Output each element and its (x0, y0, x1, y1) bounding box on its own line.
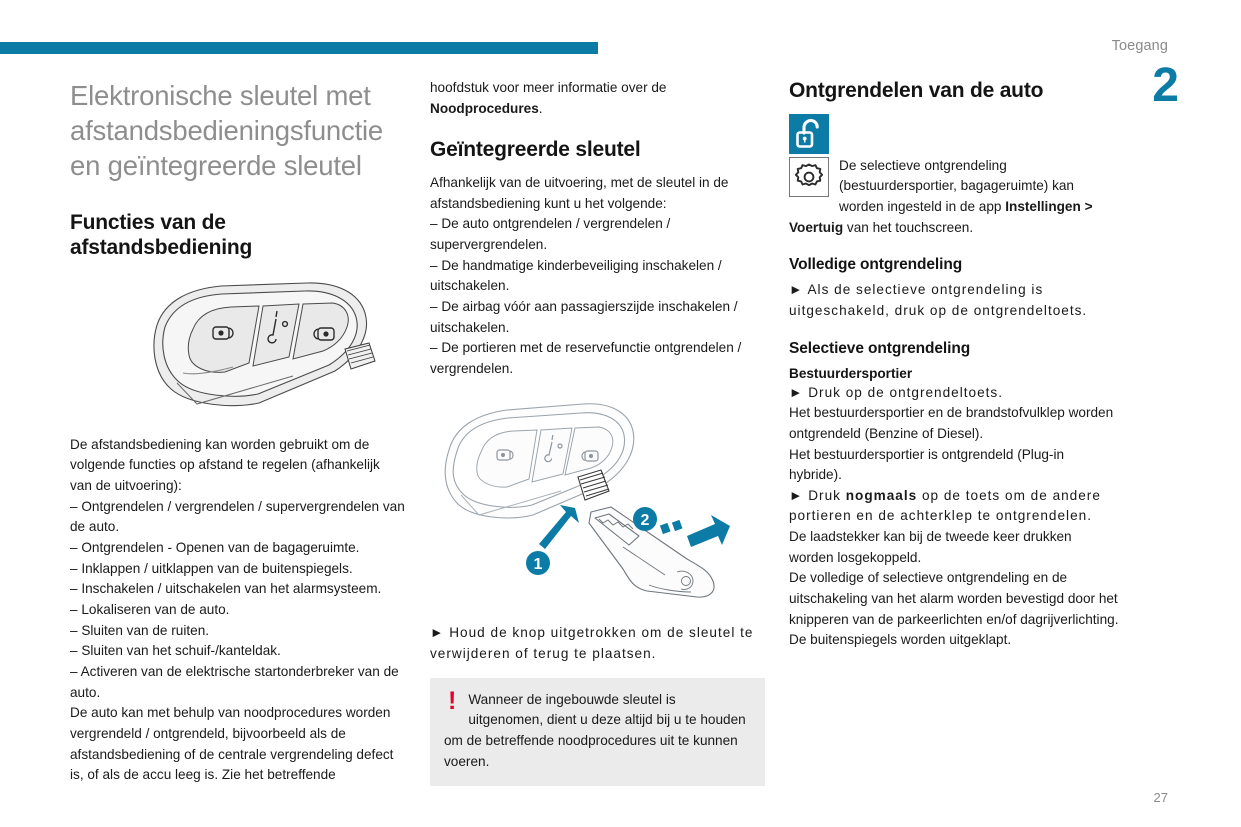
key-fob-illustration (70, 277, 405, 417)
selective-line-1: ► Druk op de ontgrendeltoets. (789, 384, 1003, 400)
svg-text:1: 1 (533, 556, 542, 574)
bullet-item: – De portieren met de reservefunctie ontgrendelen / vergrendelen. (430, 340, 742, 376)
selective-line-3: Het bestuurdersportier is ontgrendeld (Plug-in hybride). (789, 446, 1065, 483)
bullet-item: – Ontgrendelen - Openen van de bagageruimte. (70, 540, 360, 556)
continuation-period: . (538, 100, 543, 116)
full-unlock-text: ► Als de selectieve ontgrendeling is uitgeschakeld, druk op de ontgrendeltoets. (789, 282, 1088, 318)
bullet-item: – Activeren van de elektrische startonderbreker van de auto. (70, 664, 399, 700)
column-two (430, 78, 765, 786)
warning-box (430, 678, 765, 787)
subheading-selectieve-ontgrendeling: Selectieve ontgrendeling (789, 339, 971, 357)
bullet-item: – De handmatige kinderbeveiliging inschakelen / uitschakelen. (430, 257, 722, 294)
selective-line-6: De volledige of selectieve ontgrendeling en de uitschakeling van het alarm worden bevestigd door het knipperen van de parkeerlichten en/of dagrijverlichting. (789, 570, 1119, 627)
bullet-item: – De auto ontgrendelen / vergrendelen / supervergrendelen. (430, 216, 671, 252)
warning-text: Wanneer de ingebouwde sleutel is uitgenomen, dient u deze altijd bij u te houden om de betreffende noodprocedures uit te kunnen voeren. (444, 691, 746, 769)
closing-paragraph: De auto kan met behulp van noodprocedures worden vergrendeld / ontgrendeld, bijvoorbeeld als de afstandsbediening of de centrale vergrendeling defect is, of als de accu leeg is. Zie het betreffende (70, 705, 394, 783)
bullet-item: – Sluiten van de ruiten. (70, 622, 210, 638)
gear-icon (789, 157, 829, 197)
chapter-number: 2 (1152, 59, 1178, 112)
icon-stack (789, 114, 1119, 154)
subheading-bestuurdersportier: Bestuurdersportier (789, 365, 913, 381)
selective-line-4 (789, 486, 1119, 527)
note-text-post: van het touchscreen. (843, 219, 974, 235)
bullet-item: – Sluiten van het schuif-/kanteldak. (70, 643, 281, 659)
page-title: Elektronische sleutel met afstandsbedieningsfunctie en geïntegreerde sleutel (70, 80, 384, 182)
selective-unlock-note (789, 156, 1119, 239)
running-head: Toegang (1111, 38, 1168, 54)
continuation-paragraph (430, 78, 765, 119)
section-heading-functies: Functies van de afstandsbediening (70, 210, 253, 260)
bullet-item: – De airbag vóór aan passagierszijde inschakelen / uitschakelen. (430, 298, 738, 335)
svg-text:2: 2 (640, 512, 649, 530)
integrated-key-removal-illustration (430, 395, 765, 605)
selective-line-2: Het bestuurdersportier en de brandstofvulklep worden ontgrendeld (Benzine of Diesel). (789, 405, 1114, 441)
bullet-item: – Inklappen / uitklappen van de buitenspiegels. (70, 560, 353, 576)
note-text-pre: De selectieve ontgrendeling (bestuurdersportier, bagageruimte) kan worden ingesteld in de app (839, 157, 1074, 214)
note-text-bold: Instellingen > Voertuig (789, 198, 1093, 235)
intro-paragraph: Afhankelijk van de uitvoering, met de sleutel in de afstandsbediening kunt u het volgende: (430, 174, 729, 211)
selective-line-4-pre: ► Druk (789, 487, 846, 503)
section-heading-ontgrendelen: Ontgrendelen van de auto (789, 79, 1044, 102)
section-heading-geintegreerde-sleutel: Geïntegreerde sleutel (430, 138, 641, 162)
unlock-padlock-icon (789, 114, 829, 154)
column-one (70, 78, 405, 786)
continuation-bold: Noodprocedures (430, 100, 539, 116)
exclamation-icon: ! (448, 686, 457, 715)
instruction-paragraph: ► Houd de knop uitgetrokken om de sleutel te verwijderen of terug te plaatsen. (430, 625, 754, 662)
selective-line-4-post: op de toets om de andere portieren en de achterklep te ontgrendelen. (789, 487, 1101, 524)
subheading-volledige-ontgrendeling: Volledige ontgrendeling (789, 256, 963, 274)
selective-line-7: De buitenspiegels worden uitgeklapt. (789, 632, 1012, 648)
column-three (789, 78, 1119, 651)
bullet-item: – Lokaliseren van de auto. (70, 602, 230, 618)
bullet-item: – Ontgrendelen / vergrendelen / supervergrendelen van de auto. (70, 498, 405, 535)
intro-paragraph: De afstandsbediening kan worden gebruikt om de volgende functies op afstand te regelen (afhankelijk van de uitvoering): (70, 436, 380, 494)
header-accent-bar (0, 42, 598, 54)
page-number: 27 (1153, 790, 1168, 805)
continuation-text: hoofdstuk voor meer informatie over de (430, 80, 667, 95)
selective-line-4-bold: nogmaals (845, 487, 918, 503)
bullet-item: – Inschakelen / uitschakelen van het alarmsysteem. (70, 581, 382, 597)
selective-line-5: De laadstekker kan bij de tweede keer drukken worden losgekoppeld. (789, 529, 1072, 565)
